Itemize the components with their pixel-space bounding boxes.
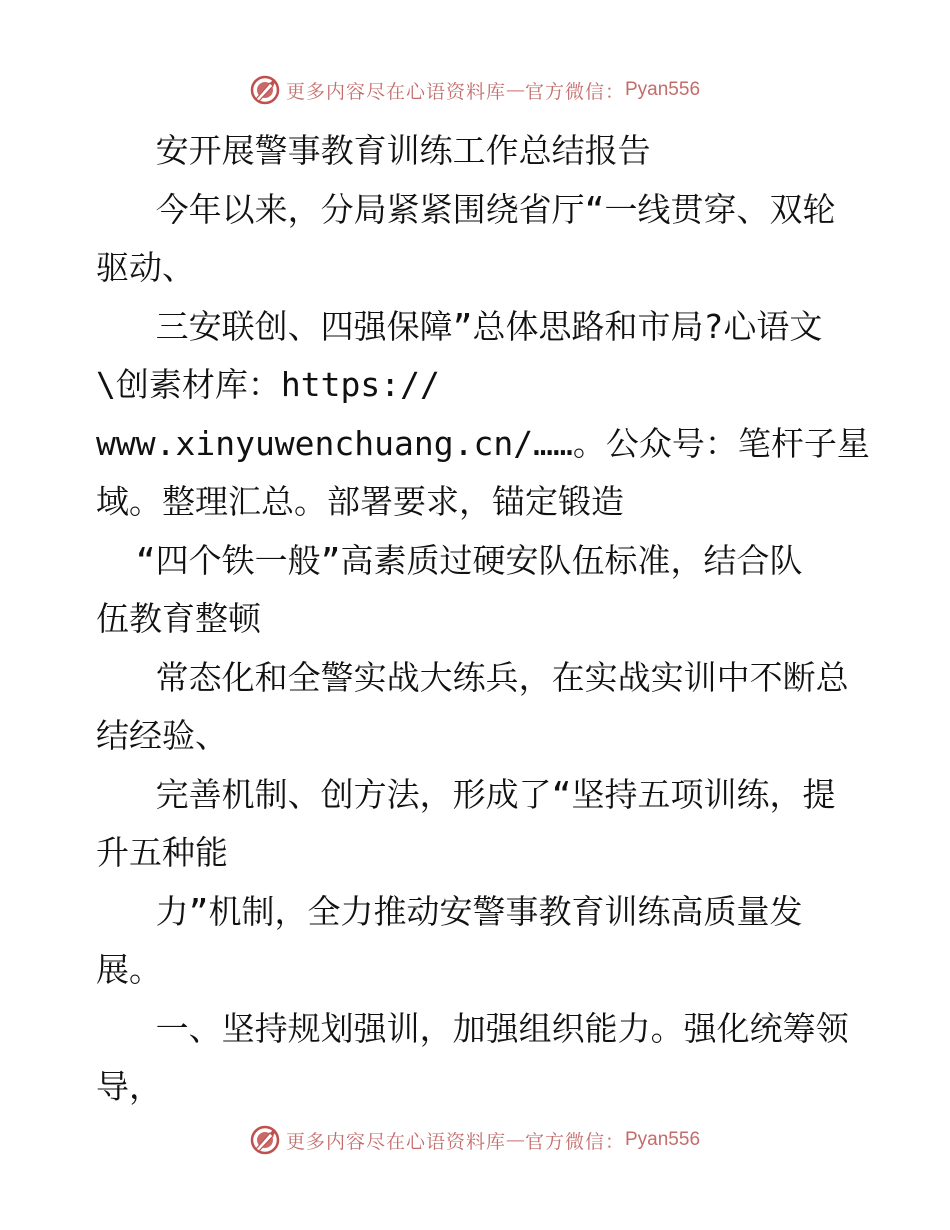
text-line: \创素材库：https:// xyxy=(96,365,440,404)
watermark-separator: — xyxy=(505,79,525,101)
text-line: 结经验、 xyxy=(96,716,228,755)
watermark-banner-top xyxy=(0,70,950,110)
watermark-handle: Pyan556 xyxy=(625,1129,701,1150)
text-line: 驱动、 xyxy=(96,248,195,287)
watermark-text: 更多内容尽在心语资料库 xyxy=(285,80,506,103)
watermark-text: 更多内容尽在心语资料库 xyxy=(285,1130,506,1153)
text-line: 力”机制，全力推动安警事教育训练高质量发 xyxy=(96,891,803,931)
text-line: 展。 xyxy=(96,950,162,989)
text-line: 伍教育整顿 xyxy=(96,599,261,638)
watermark-contact-label: 官方微信： xyxy=(524,80,625,103)
watermark-handle: Pyan556 xyxy=(625,79,701,100)
text-line: 今年以来，分局紧紧围绕省厅“一线贯穿、双轮 xyxy=(96,189,836,229)
text-line: “四个铁一般”高素质过硬安队伍标准，结合队 xyxy=(96,540,803,580)
text-line: 导， xyxy=(96,1067,162,1106)
watermark-separator: — xyxy=(505,1129,525,1151)
document-body xyxy=(96,122,870,1117)
text-line: www.xinyuwenchuang.cn/……。公众号：笔杆子星 xyxy=(96,423,870,463)
watermark-contact-label: 官方微信： xyxy=(524,1130,625,1153)
pen-logo-icon xyxy=(250,75,280,105)
watermark-banner-bottom xyxy=(0,1120,950,1160)
text-line: 升五种能 xyxy=(96,833,228,872)
pen-logo-icon xyxy=(250,1125,280,1155)
text-line: 域。整理汇总。部署要求，锚定锻造 xyxy=(96,482,624,521)
document-title: 安开展警事教育训练工作总结报告 xyxy=(96,131,651,170)
text-line: 一、坚持规划强训，加强组织能力。强化统筹领 xyxy=(96,1008,849,1048)
text-line: 常态化和全警实战大练兵，在实战实训中不断总 xyxy=(96,657,849,697)
text-line: 三安联创、四强保障”总体思路和市局?心语文 xyxy=(96,306,823,346)
text-line: 完善机制、创方法，形成了“坚持五项训练，提 xyxy=(96,774,836,814)
